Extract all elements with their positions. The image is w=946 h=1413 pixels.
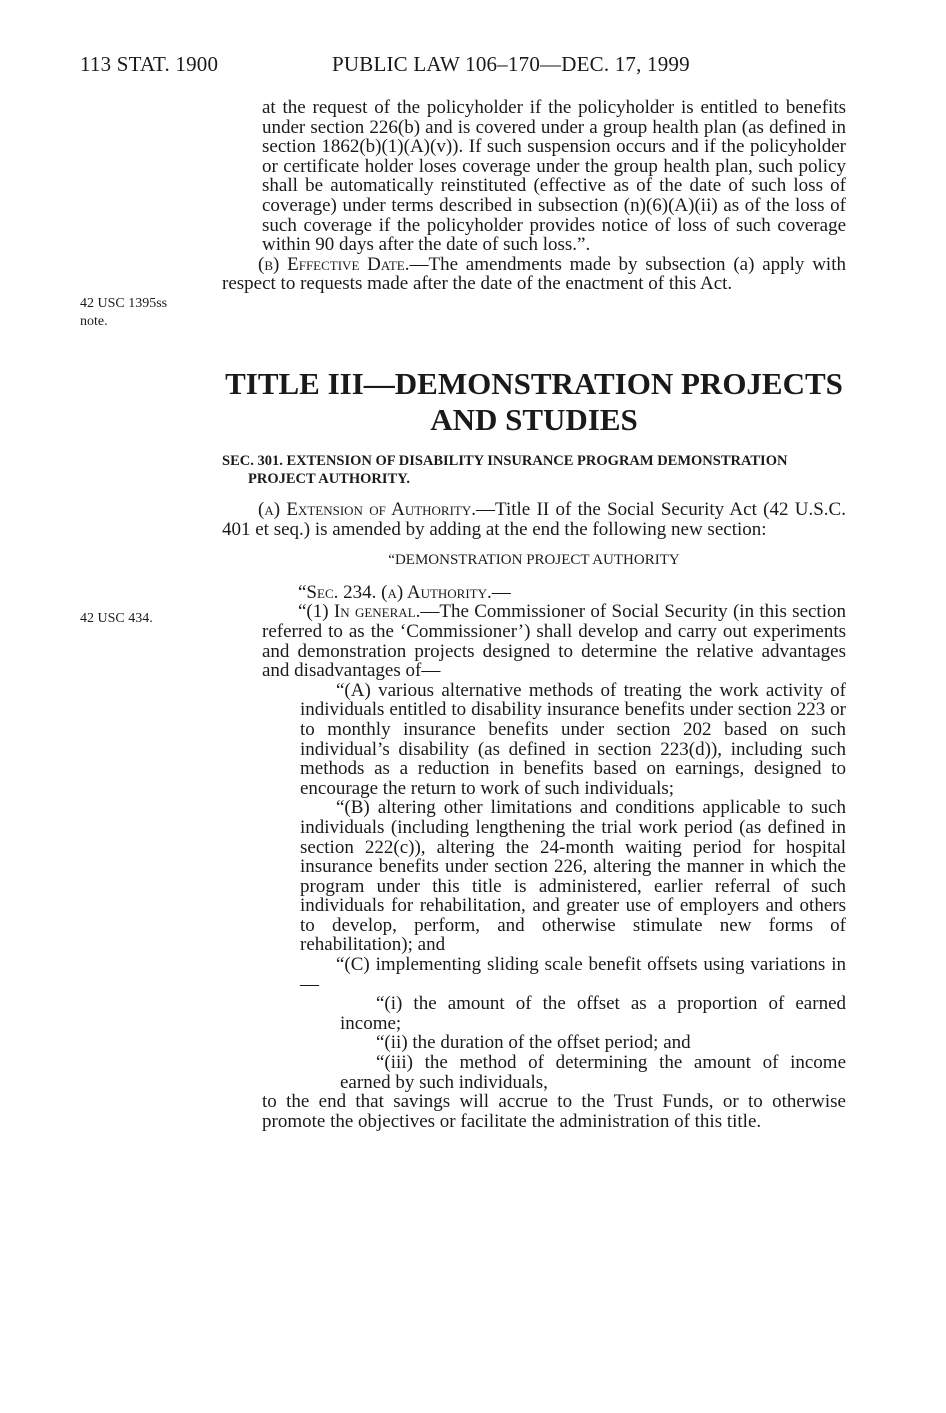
subparagraph-b: “(B) altering other limitations and conditions applicable to such individuals (including lengthening the trial work period (as defined in section 222(c)), altering the 24-month waiting period for hospital insurance benefits under section 226, altering the manner in which the program under this title is administered, earlier referral of such individuals for rehabilitation, and greater use of employers and others to develop, perform, and otherwise stimulate new forms of rehabilitation); and [300,797,846,956]
title-line: AND STUDIES [430,402,638,437]
paragraph-1 [222,602,846,680]
margin-note-line: 42 USC 1395ss [80,296,168,311]
body-top-block [222,98,846,294]
effective-date-text: —The amendments made by subsection (a) apply with respect to requests made after the date of the enactment of this Act. [222,253,846,295]
subparagraph-c: “(C) implementing sliding scale benefit offsets using variations in— [300,954,846,995]
effective-date-paragraph [222,255,846,294]
title-heading [222,366,846,438]
margin-note-line: note. [80,314,108,329]
section-301-body [222,500,846,1131]
paragraph-1-label: “(1) In general. [298,601,421,623]
sec-234-paragraph [222,583,846,603]
continuation-paragraph: at the request of the policyholder if the policyholder is entitled to benefits under section 226(b) and is covered under a group health plan (as defined in section 1862(b)(1)(A)(v)). If such suspension occurs and if the policyholder or certificate holder loses coverage under the group health plan, such policy shall be automatically reinstituted (effective as of the date of such loss of coverage) under terms described in subsection (n)(6)(A)(ii) as of the loss of such coverage if the policyholder provides notice of loss of such coverage within 90 days after the date of such loss.”. [262,97,846,256]
margin-note-usc-434: 42 USC 434. [80,611,153,626]
margin-note-usc-1395ss [80,295,167,331]
extension-paragraph [222,500,846,539]
sec-234-label: “Sec. 234. (a) Authority. [298,581,492,603]
clause-ii: “(ii) the duration of the offset period; and [376,1032,691,1054]
clause-iii: “(iii) the method of determining the amount of income earned by such individuals, [340,1052,846,1093]
extension-label: (a) Extension of Authority. [258,499,476,520]
clause-i: “(i) the amount of the offset as a proportion of earned income; [340,993,846,1034]
section-301-heading: SEC. 301. EXTENSION OF DISABILITY INSURANCE PROGRAM DEMONSTRATION PROJECT AUTHORITY. [222,453,788,487]
demonstration-heading: “DEMONSTRATION PROJECT AUTHORITY [388,552,680,569]
sec-234-dash: — [491,581,511,603]
extension-text: —Title II of the Social Security Act (42 U.S.C. 401 et seq.) is amended by adding at the end the following new section: [222,499,846,540]
subparagraph-a: “(A) various alternative methods of treating the work activity of individuals entitled to disability insurance benefits under section 223 or to monthly insurance benefits under section 202 based on such individual’s disability (as defined in section 223(d)), including such methods as a reduction in benefits based on earnings, designed to encourage the return to work of such individuals; [300,679,846,799]
page-stat-citation: 113 STAT. 1900 [80,52,219,76]
paragraph-1-text: —The Commissioner of Social Security (in this section referred to as the ‘Commissioner’) shall develop and carry out experiments and demonstration projects designed to determine the relative advantages and disadvantages of— [262,601,846,682]
effective-date-label: (b) Effective Date. [258,253,410,275]
running-header: PUBLIC LAW 106–170—DEC. 17, 1999 [332,52,690,76]
title-line: TITLE III—DEMONSTRATION PROJECTS [225,366,843,401]
closing-paragraph: to the end that savings will accrue to the Trust Funds, or to otherwise promote the objectives or facilitate the administration of this title. [262,1091,846,1132]
